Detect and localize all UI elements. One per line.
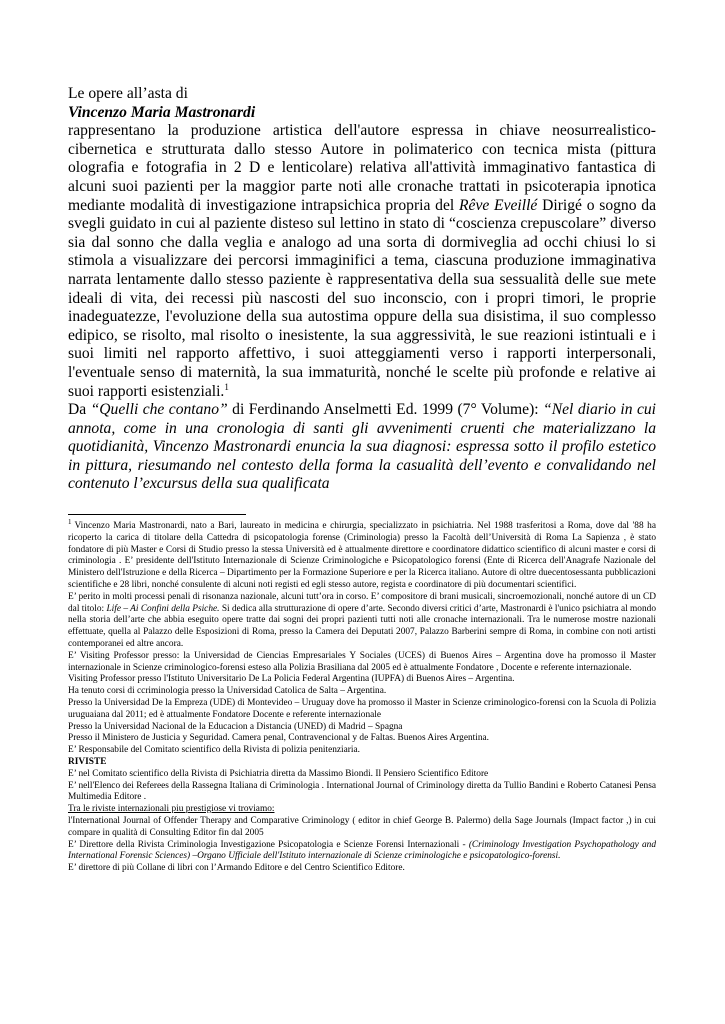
footnote-expert: E’ perito in molti processi penali di risonanza nazionale, alcuni tutt’ora in corso. E’ compositore di brani musicali, sincroemozionali, nonché autore di un CD dal titolo: Life – Ai Confini della Psiche. Si dedica alla strutturazione di opere d’arte. Secondo diversi critici d’arte, Mastronardi è l'unico psichiatra al mondo nella storia dell’arte che abbia eseguito opere tratte dai sogni dei propri pazienti tutti noti alle cronache internazionali. Tra le numerose mostre nazionali effettuate, quella al Palazzo delle Esposizioni di Roma, presso la Camera dei Deputati 2007, Palazzo Barberini sempre di Roma, in combine con noti artisti contemporanei ed altre ancora.: [68, 591, 656, 649]
artist-name: Vincenzo Maria Mastronardi: [68, 103, 256, 121]
footnote-referees: E’ nell'Elenco dei Referees della Rassegna Italiana di Criminologia . International Journal of Criminology diretta da Tullio Bandini e Roberto Catanesi Pensa Multimedia Editore .: [68, 780, 656, 803]
main-text: [68, 85, 656, 494]
cd-title: Life – Ai Confini della Psiche.: [106, 603, 220, 614]
footnote-visiting-uces: E’ Visiting Professor presso: la Universidad de Ciencias Empresariales Y Sociales (UCES) di Buenos Aires – Argentina dove ha promosso il Master internazionale in Scienze criminologico-forensi esteso alla Polizia Brasiliana dal 2005 ed è attualmente Fondatore , Docente e referente internazionale.: [68, 650, 656, 673]
footnote-collane: E’ direttore di più Collane di libri con l’Armando Editore e del Centro Scientifico Editore.: [68, 863, 405, 874]
footnote-ministero: Presso il Ministero de Justicia y Seguridad. Camera penal, Contravencional y de Faltas. Buenos Aires Argentina.: [68, 733, 489, 744]
footnote-ude: Presso la Universidad De la Empreza (UDE) di Montevideo – Uruguay dove ha promosso il Master in Scienze criminologico-forensi con la Scuola di Polizia uruguaiana dal 2011; ed è attualmente Fondatore Docente e referente internazionale: [68, 697, 656, 720]
quotation: “Nel diario in cui annota, come in una cronologia di santi gli avvenimenti cruenti che materializzano la quotidianità, Vincenzo Mastronardi enuncia la sua diagnosi: espressa sotto il profilo estetico in pittura, riesumando nel contesto della forma la casualità dell’evento e convalidando nel contenuto l’excursus della sua qualificata: [68, 401, 656, 493]
footnote-riviste-intro: Tra le riviste internazionali piu prestigiose vi troviamo:: [68, 804, 275, 815]
book-title: “Quelli che contano”: [90, 401, 228, 419]
footnote-ijotcc: l'International Journal of Offender Therapy and Comparative Criminology ( editor in chief George B. Palermo) della Sage Journals (Impact factor ,) in cui compare in qualità di Consulting Editor fin dal 2005: [68, 815, 656, 838]
reve-eveille-term: Rêve Eveillé: [459, 196, 538, 214]
paragraph-quote: Da “Quelli che contano” di Ferdinando Anselmetti Ed. 1999 (7° Volume): “Nel diario in cui annota, come in una cronologia di santi gli avvenimenti cruenti che materializzano la quotidianità, Vincenzo Mastronardi enuncia la sua diagnosi: espressa sotto il profilo estetico in pittura, riesumando nel contesto della forma la casualità dell’evento e convalidando nel contenuto l’excursus della sua qualificata: [68, 401, 656, 493]
riviste-heading: RIVISTE: [68, 756, 107, 767]
footnote-uned: Presso la Universidad Nacional de la Educacion a Distancia (UNED) di Madrid – Spagna: [68, 721, 403, 732]
rivista-english-title: (Criminology Investigation Psychopathology and International Forensic Sciences) –Organo Ufficiale dell'Istituto internazionale di Scienze criminologiche e psicopatologico-forensi.: [68, 839, 657, 862]
footnote-block: [68, 517, 657, 875]
footnote-psichiatria: E’ nel Comitato scientifico della Rivista di Psichiatria diretta da Massimo Biondi. Il Pensiero Scientifico Editore: [68, 768, 489, 779]
footnote-biography: $^1$ Vincenzo Maria Mastronardi, nato a Bari, laureato in medicina e chirurgia, specializzato in psichiatria. Nel 1988 trasferitosi a Roma, dove dal '88 ha ricoperto la carica di titolare della Cattedra di psicopatologia forense (Criminologia) presso la Facoltà dell’Università di Roma La Sapienza , è stato fondatore di più Master e Corsi di Studio presso la stessa Università ed è attualmente direttore e coordinatore didattico scientifico di alcuni master e corsi di criminologia . E’ presidente dell'Istituto Internazionale di Scienze Criminologiche e Psicopatologico forensi (Ente di Ricerca dell'Anagrafe Nazionale del Ministero dell'Istruzione e della Ricerca – Dipartimento per la Formazione Superiore e per la Ricerca italiano. Autore di oltre duecentosessanta pubblicazioni scientifiche e 28 libri, nonché consulente di alcuni noti registi ed egli stesso autore, regista e coordinatore di più documentari scientifici.: [68, 517, 656, 590]
heading: Le opere all’asta di: [68, 85, 188, 102]
footnote-salta: Ha tenuto corsi di ccriminologia presso la Universidad Catolica de Salta – Argentina.: [68, 686, 387, 697]
footnote-separator: [68, 514, 246, 515]
footnote-mark: 1: [68, 517, 72, 526]
footnote-reference: 1: [224, 381, 229, 392]
footnote-visiting-iupfa: Visiting Professor presso l'Istituto Universitario De La Policia Federal Argentina (IUPFA) di Buenos Aires – Argentina.: [68, 674, 515, 685]
footnote-polizia-penitenziaria: E’ Responsabile del Comitato scientifico della Rivista di polizia penitenziaria.: [68, 745, 360, 756]
footnote-direttore-rivista: E’ Direttore della Rivista Criminologia Investigazione Psicopatologia e Scienze Forensi Internazionali - (Criminology Investigation Psychopathology and International Forensic Sciences) –Organo Ufficiale dell'Istituto internazionale di Scienze criminologiche e psicopatologico-forensi.: [68, 839, 657, 862]
paragraph-description: rappresentano la produzione artistica dell'autore espressa in chiave neosurrealistico-cibernetica e strutturata dallo stesso Autore in polimaterico con tecnica mista (pittura olografia e fotografia in 2 D e lenticolare) relativa all'attività immaginativo fantastica di alcuni suoi pazienti per la maggior parte noti alle cronache trattati in psicoterapia ipnotica mediante modalità di investigazione intrapsichica propria del Rêve Eveillé Dirigé o sogno da svegli guidato in cui al paziente disteso sul lettino in stato di “coscienza crepuscolare” diverso sia dal sonno che dalla veglia e analogo ad una sorta di dormiveglia ad occhi chiusi lo si stimola a visualizzare dei percorsi immaginifici a tema, ciascuna produzione immaginativa narrata lentamente dallo stesso paziente è rappresentativa della sua sessualità delle sue mete ideali di vita, dei recessi più nascosti del suo inconscio, con i propri timori, le proprie inadeguatezze, l'evoluzione della sua autostima oppure della sua disistima, il suo complesso edipico, se risolto, mal risolto o inesistente, la sua aggressività, le sue reazioni istintuali e i suoi limiti nel rapporto affettivo, i suoi atteggiamenti verso i rapporti interpersonali, l'eventuale senso di maternità, la sua immaturità, nonché le scelte più profonde e relative ai suoi rapporti esistenziali.$^1$: [68, 122, 656, 400]
